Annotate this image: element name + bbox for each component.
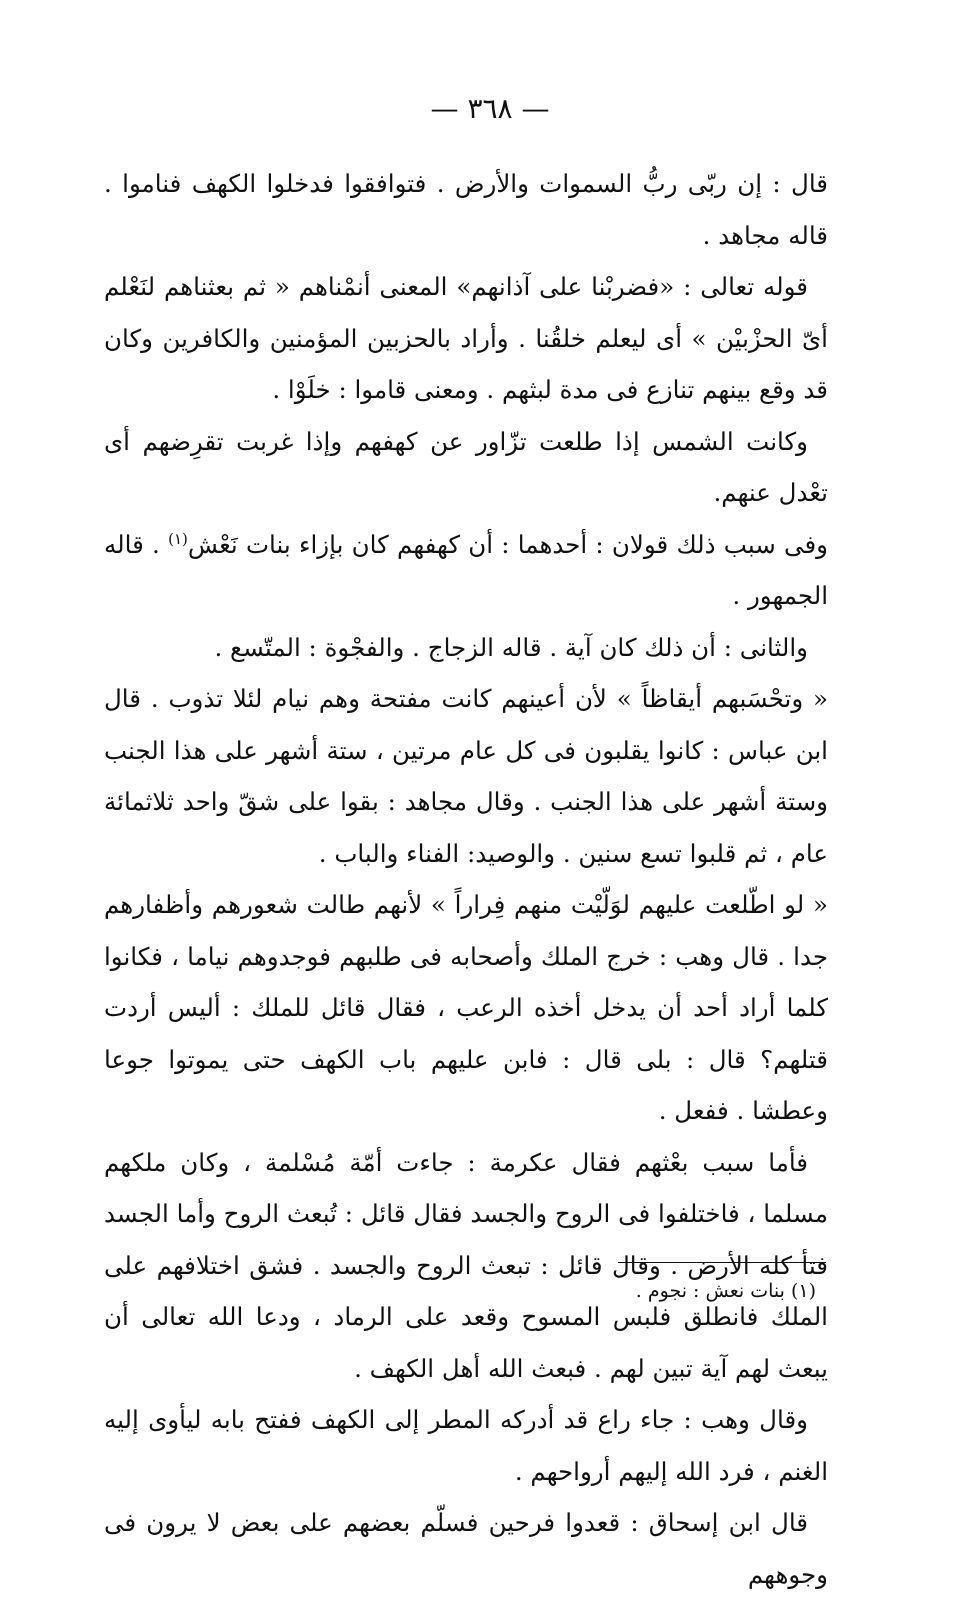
paragraph-text: وفى سبب ذلك قولان : أحدهما : أن كهفهم كان بإزاء بنات نَعْش — [187, 529, 828, 559]
paragraph: قال ابن إسحاق : قعدوا فرحين فسلّم بعضهم على بعض لا يرون فى وجوههم — [104, 1508, 828, 1589]
page-number: — ٣٦٨ — — [430, 92, 550, 125]
paragraph: وكانت الشمس إذا طلعت تزّاور عن كهفهم وإذا غربت تقرِضهم أى تعْدل عنهم. — [104, 426, 828, 507]
footnote-divider — [618, 1262, 826, 1263]
footnote-reference: (١) — [168, 529, 188, 548]
paragraph-text: . قاله الجمهور . — [104, 529, 828, 610]
paragraph: قال : إن ربّى ربُّ السموات والأرض . فتوافقوا فدخلوا الكهف فناموا . قاله مجاهد . — [104, 169, 828, 250]
paragraph: وقال وهب : جاء راع قد أدركه المطر إلى الكهف ففتح بابه ليأوى إليه الغنم ، فرد الله إليهم أرواحهم . — [104, 1405, 828, 1486]
main-text — [104, 158, 828, 1600]
footnote: (١) بنات نعش : نجوم . — [635, 1280, 816, 1302]
paragraph: والثانى : أن ذلك كان آية . قاله الزجاج . والفجْوة : المتّسع . — [214, 632, 808, 662]
paragraph: فأما سبب بعْثهم فقال عكرمة : جاءت أمّة مُسْلمة ، وكان ملكهم مسلما ، فاختلفوا فى الروح والجسد فقال قائل : تُبعث الروح وأما الجسد فتأ كله الأرض . وقال قائل : تبعث الروح والجسد . فشق اختلافهم على الملك فانطلق فلبس المسوح وقعد على الرماد ، ودعا الله تعالى أن يبعث لهم آية تبين لهم . فبعث الله أهل الكهف . — [104, 1147, 828, 1383]
paragraph: « وتحْسَبهم أيقاظاً » لأن أعينهم كانت مفتحة وهم نيام لئلا تذوب . قال ابن عباس : كانوا يقلبون فى كل عام مرتين ، ستة أشهر على هذا الجنب وستة أشهر على هذا الجنب . وقال مجاهد : بقوا على شقّ واحد ثلاثمائة عام ، ثم قلبوا تسع سنين . والوصيد: الفناء والباب . — [104, 684, 828, 868]
paragraph-with-note — [104, 519, 828, 622]
paragraph: « لو اطّلعت عليهم لوَلّيْت منهم فِراراً » لأنهم طالت شعورهم وأظفارهم جدا . قال وهب : خرج الملك وأصحابه فى طلبهم فوجدوهم نياما ، فكانوا كلما أراد أحد أن يدخل أخذه الرعب ، فقال قائل للملك : أليس أردت قتلهم؟ قال : بلى قال : فابن عليهم باب الكهف حتى يموتوا جوعا وعطشا . ففعل . — [104, 890, 828, 1125]
paragraph: قوله تعالى : «فضربْنا على آذانهم» المعنى أنمْناهم « ثم بعثناهم لنَعْلم أىّ الحزْبيْن » أى ليعلم خلقُنا . وأراد بالحزبين المؤمنين والكافرين وكان قد وقع بينهم تنازع فى مدة لبثهم . ومعنى قاموا : خلَوْا . — [104, 272, 828, 404]
